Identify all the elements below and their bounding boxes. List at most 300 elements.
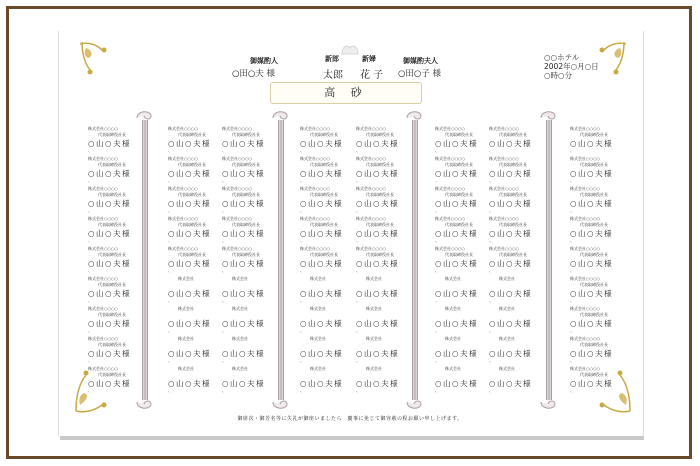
guest-company: 株式会社○○○○ bbox=[570, 216, 600, 221]
guest-seat bbox=[489, 216, 551, 246]
guest-position: 代表取締役社長 bbox=[178, 132, 206, 137]
guest-comma: 、 bbox=[489, 298, 495, 304]
guest-seat bbox=[570, 216, 632, 246]
guest-company: 株式会社 bbox=[366, 366, 382, 371]
guest-company: 株式会社○○○○ bbox=[435, 156, 465, 161]
guest-comma: 、 bbox=[300, 208, 306, 214]
guest-comma: 、 bbox=[356, 388, 362, 394]
guest-seat bbox=[356, 336, 418, 366]
event-date: 2002年○月○日 bbox=[544, 62, 599, 71]
guest-company: 株式会社○○○○ bbox=[570, 306, 600, 311]
guest-seat bbox=[222, 216, 284, 246]
guest-position: 代表取締役社長 bbox=[178, 162, 206, 167]
guest-seat bbox=[300, 216, 362, 246]
guest-name: ○山○夫様 bbox=[435, 229, 479, 238]
guest-position: 代表取締役社長 bbox=[98, 282, 126, 287]
guest-seat bbox=[300, 306, 362, 336]
guest-comma: 、 bbox=[570, 298, 576, 304]
guest-company: 株式会社○○○○ bbox=[570, 336, 600, 341]
guest-name: ○山○夫様 bbox=[435, 379, 479, 388]
guest-position: 代表取締役社長 bbox=[178, 222, 206, 227]
guest-name: ○山○夫様 bbox=[88, 259, 132, 268]
guest-seat bbox=[88, 126, 150, 156]
guest-seat bbox=[168, 216, 230, 246]
guest-seat bbox=[168, 306, 230, 336]
guest-company: 株式会社○○○○ bbox=[435, 126, 465, 131]
guest-comma: 、 bbox=[168, 358, 174, 364]
guest-position: 代表取締役社長 bbox=[232, 192, 260, 197]
guest-seat bbox=[489, 306, 551, 336]
guest-seat bbox=[435, 276, 497, 306]
guest-company: 株式会社○○○○ bbox=[570, 156, 600, 161]
guest-seat bbox=[570, 306, 632, 336]
guest-name: ○山○夫様 bbox=[356, 379, 400, 388]
event-time: ○時○分 bbox=[544, 71, 573, 80]
guest-name: ○山○夫様 bbox=[168, 349, 212, 358]
guest-comma: 、 bbox=[435, 148, 441, 154]
guest-seat bbox=[88, 336, 150, 366]
guest-company: 株式会社○○○○ bbox=[168, 186, 198, 191]
guest-comma: 、 bbox=[88, 268, 94, 274]
guest-comma: 、 bbox=[489, 148, 495, 154]
footer-notice: 御席次・御芳名等に失礼が御座いましたら 慶事に免じて御容赦の程お願い申し上げます。 bbox=[237, 416, 463, 422]
guest-position: 代表取締役社長 bbox=[98, 252, 126, 257]
guest-position: 代表取締役社長 bbox=[310, 252, 338, 257]
guest-company: 株式会社 bbox=[499, 366, 515, 371]
guest-name: ○山○夫様 bbox=[88, 379, 132, 388]
guest-name: ○山○夫様 bbox=[300, 349, 344, 358]
guest-position: 代表取締役社長 bbox=[366, 132, 394, 137]
guest-company: 株式会社○○○○ bbox=[88, 156, 118, 161]
guest-position: 代表取締役社長 bbox=[499, 252, 527, 257]
guest-comma: 、 bbox=[489, 358, 495, 364]
guest-seat bbox=[356, 216, 418, 246]
guest-comma: 、 bbox=[222, 238, 228, 244]
guest-comma: 、 bbox=[168, 178, 174, 184]
guest-comma: 、 bbox=[168, 328, 174, 334]
guest-seat bbox=[222, 336, 284, 366]
guest-company: 株式会社○○○○ bbox=[356, 156, 386, 161]
guest-position: 代表取締役社長 bbox=[232, 222, 260, 227]
guest-name: ○山○夫様 bbox=[88, 139, 132, 148]
guest-comma: 、 bbox=[489, 178, 495, 184]
guest-name: ○山○夫様 bbox=[222, 139, 266, 148]
guest-comma: 、 bbox=[489, 388, 495, 394]
guest-comma: 、 bbox=[570, 238, 576, 244]
guest-name: ○山○夫様 bbox=[300, 139, 344, 148]
guest-name: ○山○夫様 bbox=[88, 289, 132, 298]
guest-seat bbox=[88, 216, 150, 246]
guest-seat bbox=[222, 276, 284, 306]
guest-seat bbox=[300, 276, 362, 306]
guest-company: 株式会社○○○○ bbox=[300, 246, 330, 251]
guest-comma: 、 bbox=[222, 148, 228, 154]
guest-seat bbox=[222, 186, 284, 216]
guest-comma: 、 bbox=[88, 328, 94, 334]
guest-company: 株式会社○○○○ bbox=[570, 126, 600, 131]
guest-company: 株式会社○○○○ bbox=[222, 126, 252, 131]
sheet-shadow bbox=[60, 436, 644, 440]
guest-position: 代表取締役社長 bbox=[366, 252, 394, 257]
guest-seat bbox=[570, 366, 632, 396]
guest-seat bbox=[356, 306, 418, 336]
guest-company: 株式会社○○○○ bbox=[222, 216, 252, 221]
guest-seat bbox=[435, 156, 497, 186]
guest-seat bbox=[168, 186, 230, 216]
ornament-top-right-icon bbox=[594, 40, 628, 80]
guest-seat bbox=[88, 276, 150, 306]
guest-comma: 、 bbox=[300, 268, 306, 274]
guest-name: ○山○夫様 bbox=[570, 199, 614, 208]
guest-comma: 、 bbox=[489, 268, 495, 274]
guest-company: 株式会社○○○○ bbox=[222, 186, 252, 191]
guest-name: ○山○夫様 bbox=[435, 139, 479, 148]
nakodo-name: ○田○夫 様 bbox=[232, 69, 276, 79]
guest-name: ○山○夫様 bbox=[356, 169, 400, 178]
guest-position: 代表取締役社長 bbox=[366, 222, 394, 227]
guest-comma: 、 bbox=[435, 208, 441, 214]
guest-name: ○山○夫様 bbox=[570, 349, 614, 358]
hotel-name: ○○ホテル bbox=[544, 53, 580, 62]
guest-comma: 、 bbox=[168, 148, 174, 154]
guest-comma: 、 bbox=[300, 358, 306, 364]
guest-name: ○山○夫様 bbox=[489, 199, 533, 208]
guest-name: ○山○夫様 bbox=[300, 229, 344, 238]
guest-company: 株式会社○○○○ bbox=[570, 186, 600, 191]
guest-name: ○山○夫様 bbox=[435, 259, 479, 268]
guest-company: 株式会社○○○○ bbox=[489, 156, 519, 161]
guest-seat bbox=[222, 246, 284, 276]
guest-name: ○山○夫様 bbox=[222, 199, 266, 208]
guest-name: ○山○夫様 bbox=[222, 319, 266, 328]
guest-name: ○山○夫様 bbox=[222, 349, 266, 358]
guest-name: ○山○夫様 bbox=[300, 199, 344, 208]
guest-seat bbox=[168, 336, 230, 366]
guest-seat bbox=[88, 186, 150, 216]
guest-comma: 、 bbox=[356, 268, 362, 274]
guest-name: ○山○夫様 bbox=[222, 259, 266, 268]
guest-name: ○山○夫様 bbox=[88, 229, 132, 238]
guest-position: 代表取締役社長 bbox=[580, 132, 608, 137]
guest-name: ○山○夫様 bbox=[222, 229, 266, 238]
guest-comma: 、 bbox=[222, 328, 228, 334]
guest-position: 代表取締役社長 bbox=[232, 252, 260, 257]
guest-company: 株式会社○○○○ bbox=[435, 186, 465, 191]
guest-name: ○山○夫様 bbox=[168, 199, 212, 208]
guest-company: 株式会社 bbox=[499, 306, 515, 311]
guest-position: 代表取締役社長 bbox=[366, 192, 394, 197]
guest-comma: 、 bbox=[88, 208, 94, 214]
guest-company: 株式会社○○○○ bbox=[435, 246, 465, 251]
guest-seat bbox=[300, 156, 362, 186]
guest-position: 代表取締役社長 bbox=[445, 132, 473, 137]
guest-position: 代表取締役社長 bbox=[310, 162, 338, 167]
guest-name: ○山○夫様 bbox=[435, 169, 479, 178]
guest-company: 株式会社 bbox=[178, 336, 194, 341]
guest-name: ○山○夫様 bbox=[168, 379, 212, 388]
guest-seat bbox=[356, 276, 418, 306]
guest-position: 代表取締役社長 bbox=[310, 132, 338, 137]
guest-position: 代表取締役社長 bbox=[98, 162, 126, 167]
guest-company: 株式会社○○○○ bbox=[489, 246, 519, 251]
guest-seat bbox=[435, 336, 497, 366]
guest-name: ○山○夫様 bbox=[168, 259, 212, 268]
guest-comma: 、 bbox=[356, 148, 362, 154]
guest-name: ○山○夫様 bbox=[489, 139, 533, 148]
guest-seat bbox=[570, 246, 632, 276]
guest-comma: 、 bbox=[222, 298, 228, 304]
guest-comma: 、 bbox=[300, 388, 306, 394]
guest-company: 株式会社○○○○ bbox=[300, 216, 330, 221]
guest-seat bbox=[435, 186, 497, 216]
guest-position: 代表取締役社長 bbox=[98, 192, 126, 197]
guest-company: 株式会社 bbox=[310, 366, 326, 371]
nakodo-wife-role-label: 御媒酌夫人 bbox=[403, 57, 438, 65]
guest-company: 株式会社○○○○ bbox=[300, 156, 330, 161]
guest-seat bbox=[489, 156, 551, 186]
guest-position: 代表取締役社長 bbox=[445, 192, 473, 197]
guest-company: 株式会社○○○○ bbox=[435, 216, 465, 221]
guest-company: 株式会社 bbox=[310, 276, 326, 281]
guest-comma: 、 bbox=[356, 328, 362, 334]
guest-position: 代表取締役社長 bbox=[178, 192, 206, 197]
guest-seat bbox=[570, 186, 632, 216]
guest-seat bbox=[168, 156, 230, 186]
guest-company: 株式会社○○○○ bbox=[88, 186, 118, 191]
guest-comma: 、 bbox=[88, 178, 94, 184]
guest-position: 代表取締役社長 bbox=[580, 342, 608, 347]
guest-name: ○山○夫様 bbox=[356, 289, 400, 298]
guest-seat bbox=[570, 126, 632, 156]
guest-seat bbox=[435, 366, 497, 396]
guest-company: 株式会社○○○○ bbox=[300, 186, 330, 191]
guest-position: 代表取締役社長 bbox=[232, 162, 260, 167]
guest-position: 代表取締役社長 bbox=[580, 312, 608, 317]
guest-name: ○山○夫様 bbox=[300, 289, 344, 298]
guest-company: 株式会社 bbox=[178, 276, 194, 281]
guest-comma: 、 bbox=[570, 358, 576, 364]
guest-seat bbox=[222, 366, 284, 396]
guest-seat bbox=[570, 336, 632, 366]
guest-seat bbox=[489, 336, 551, 366]
guest-position: 代表取締役社長 bbox=[98, 132, 126, 137]
guest-position: 代表取締役社長 bbox=[98, 342, 126, 347]
guest-name: ○山○夫様 bbox=[356, 349, 400, 358]
guest-company: 株式会社 bbox=[232, 276, 248, 281]
guest-seat bbox=[168, 276, 230, 306]
guest-position: 代表取締役社長 bbox=[499, 222, 527, 227]
guest-company: 株式会社○○○○ bbox=[356, 246, 386, 251]
guest-seat bbox=[489, 366, 551, 396]
guest-comma: 、 bbox=[222, 208, 228, 214]
guest-name: ○山○夫様 bbox=[88, 169, 132, 178]
guest-company: 株式会社○○○○ bbox=[88, 306, 118, 311]
guest-comma: 、 bbox=[168, 268, 174, 274]
guest-seat bbox=[356, 366, 418, 396]
guest-name: ○山○夫様 bbox=[570, 379, 614, 388]
guest-position: 代表取締役社長 bbox=[580, 252, 608, 257]
guest-seat bbox=[88, 156, 150, 186]
bells-icon bbox=[338, 40, 362, 56]
guest-seat bbox=[168, 126, 230, 156]
guest-comma: 、 bbox=[435, 298, 441, 304]
guest-name: ○山○夫様 bbox=[489, 259, 533, 268]
guest-name: ○山○夫様 bbox=[222, 169, 266, 178]
guest-name: ○山○夫様 bbox=[168, 139, 212, 148]
guest-seat bbox=[489, 186, 551, 216]
guest-name: ○山○夫様 bbox=[168, 169, 212, 178]
guest-comma: 、 bbox=[489, 328, 495, 334]
guest-seat bbox=[168, 246, 230, 276]
guest-seat bbox=[356, 126, 418, 156]
guest-position: 代表取締役社長 bbox=[445, 162, 473, 167]
guest-company: 株式会社 bbox=[445, 276, 461, 281]
guest-name: ○山○夫様 bbox=[489, 229, 533, 238]
guest-position: 代表取締役社長 bbox=[98, 312, 126, 317]
groom-role-label: 新郎 bbox=[325, 55, 339, 63]
guest-comma: 、 bbox=[435, 388, 441, 394]
guest-comma: 、 bbox=[88, 388, 94, 394]
guest-comma: 、 bbox=[489, 238, 495, 244]
guest-name: ○山○夫様 bbox=[570, 319, 614, 328]
kousa-head-table bbox=[270, 82, 422, 104]
guest-seat bbox=[489, 276, 551, 306]
guest-seat bbox=[435, 126, 497, 156]
guest-name: ○山○夫様 bbox=[356, 199, 400, 208]
guest-comma: 、 bbox=[435, 178, 441, 184]
guest-position: 代表取締役社長 bbox=[580, 282, 608, 287]
guest-position: 代表取締役社長 bbox=[98, 222, 126, 227]
guest-comma: 、 bbox=[356, 238, 362, 244]
guest-seat bbox=[88, 306, 150, 336]
guest-position: 代表取締役社長 bbox=[580, 192, 608, 197]
guest-name: ○山○夫様 bbox=[356, 139, 400, 148]
guest-company: 株式会社 bbox=[310, 336, 326, 341]
guest-comma: 、 bbox=[88, 238, 94, 244]
guest-company: 株式会社○○○○ bbox=[356, 216, 386, 221]
guest-position: 代表取締役社長 bbox=[499, 192, 527, 197]
guest-comma: 、 bbox=[356, 208, 362, 214]
guest-seat bbox=[356, 246, 418, 276]
guest-name: ○山○夫様 bbox=[435, 199, 479, 208]
guest-comma: 、 bbox=[570, 388, 576, 394]
guest-name: ○山○夫様 bbox=[570, 259, 614, 268]
guest-comma: 、 bbox=[300, 178, 306, 184]
guest-comma: 、 bbox=[168, 388, 174, 394]
guest-position: 代表取締役社長 bbox=[445, 222, 473, 227]
guest-company: 株式会社○○○○ bbox=[489, 216, 519, 221]
guest-seat bbox=[222, 306, 284, 336]
guest-name: ○山○夫様 bbox=[489, 289, 533, 298]
guest-comma: 、 bbox=[435, 268, 441, 274]
guest-comma: 、 bbox=[88, 358, 94, 364]
guest-company: 株式会社○○○○ bbox=[88, 216, 118, 221]
bride-role-label: 新婦 bbox=[362, 55, 376, 63]
guest-company: 株式会社 bbox=[445, 336, 461, 341]
guest-seat bbox=[300, 126, 362, 156]
guest-seat bbox=[435, 246, 497, 276]
guest-name: ○山○夫様 bbox=[489, 319, 533, 328]
guest-company: 株式会社○○○○ bbox=[356, 126, 386, 131]
guest-comma: 、 bbox=[222, 358, 228, 364]
guest-company: 株式会社○○○○ bbox=[489, 186, 519, 191]
guest-seat bbox=[356, 186, 418, 216]
guest-seat bbox=[222, 156, 284, 186]
guest-name: ○山○夫様 bbox=[300, 259, 344, 268]
guest-company: 株式会社 bbox=[445, 306, 461, 311]
guest-company: 株式会社 bbox=[499, 276, 515, 281]
guest-name: ○山○夫様 bbox=[489, 379, 533, 388]
guest-comma: 、 bbox=[300, 238, 306, 244]
guest-name: ○山○夫様 bbox=[168, 229, 212, 238]
guest-name: ○山○夫様 bbox=[489, 349, 533, 358]
guest-company: 株式会社 bbox=[366, 336, 382, 341]
guest-name: ○山○夫様 bbox=[88, 319, 132, 328]
guest-position: 代表取締役社長 bbox=[310, 192, 338, 197]
guest-company: 株式会社○○○○ bbox=[489, 126, 519, 131]
guest-comma: 、 bbox=[88, 148, 94, 154]
guest-company: 株式会社○○○○ bbox=[570, 276, 600, 281]
guest-name: ○山○夫様 bbox=[300, 379, 344, 388]
guest-comma: 、 bbox=[570, 178, 576, 184]
guest-seat bbox=[300, 246, 362, 276]
guest-seat bbox=[570, 156, 632, 186]
guest-comma: 、 bbox=[300, 328, 306, 334]
guest-company: 株式会社○○○○ bbox=[222, 246, 252, 251]
guest-company: 株式会社○○○○ bbox=[570, 366, 600, 371]
guest-company: 株式会社 bbox=[232, 306, 248, 311]
ornament-top-left-icon bbox=[78, 40, 112, 80]
guest-comma: 、 bbox=[168, 238, 174, 244]
guest-seat bbox=[435, 216, 497, 246]
guest-company: 株式会社○○○○ bbox=[88, 276, 118, 281]
guest-comma: 、 bbox=[570, 148, 576, 154]
guest-name: ○山○夫様 bbox=[570, 229, 614, 238]
guest-company: 株式会社○○○○ bbox=[222, 156, 252, 161]
guest-seat bbox=[222, 126, 284, 156]
guest-comma: 、 bbox=[356, 358, 362, 364]
guest-name: ○山○夫様 bbox=[168, 289, 212, 298]
guest-seat bbox=[168, 366, 230, 396]
guest-comma: 、 bbox=[489, 208, 495, 214]
guest-company: 株式会社 bbox=[366, 276, 382, 281]
guest-company: 株式会社○○○○ bbox=[88, 336, 118, 341]
guest-company: 株式会社 bbox=[499, 336, 515, 341]
guest-comma: 、 bbox=[356, 298, 362, 304]
groom-name: 太郎 bbox=[323, 70, 343, 81]
guest-comma: 、 bbox=[435, 328, 441, 334]
guest-comma: 、 bbox=[222, 268, 228, 274]
guest-company: 株式会社○○○○ bbox=[168, 126, 198, 131]
guest-name: ○山○夫様 bbox=[356, 319, 400, 328]
guest-name: ○山○夫様 bbox=[168, 319, 212, 328]
guest-company: 株式会社○○○○ bbox=[356, 186, 386, 191]
guest-company: 株式会社○○○○ bbox=[88, 366, 118, 371]
guest-company: 株式会社○○○○ bbox=[300, 126, 330, 131]
guest-position: 代表取締役社長 bbox=[580, 222, 608, 227]
guest-comma: 、 bbox=[435, 238, 441, 244]
guest-seat bbox=[300, 336, 362, 366]
guest-company: 株式会社○○○○ bbox=[88, 126, 118, 131]
guest-company: 株式会社 bbox=[445, 366, 461, 371]
guest-company: 株式会社○○○○ bbox=[88, 246, 118, 251]
guest-name: ○山○夫様 bbox=[356, 259, 400, 268]
guest-name: ○山○夫様 bbox=[489, 169, 533, 178]
guest-company: 株式会社 bbox=[232, 336, 248, 341]
guest-position: 代表取締役社長 bbox=[580, 162, 608, 167]
guest-position: 代表取締役社長 bbox=[580, 372, 608, 377]
guest-seat bbox=[300, 186, 362, 216]
